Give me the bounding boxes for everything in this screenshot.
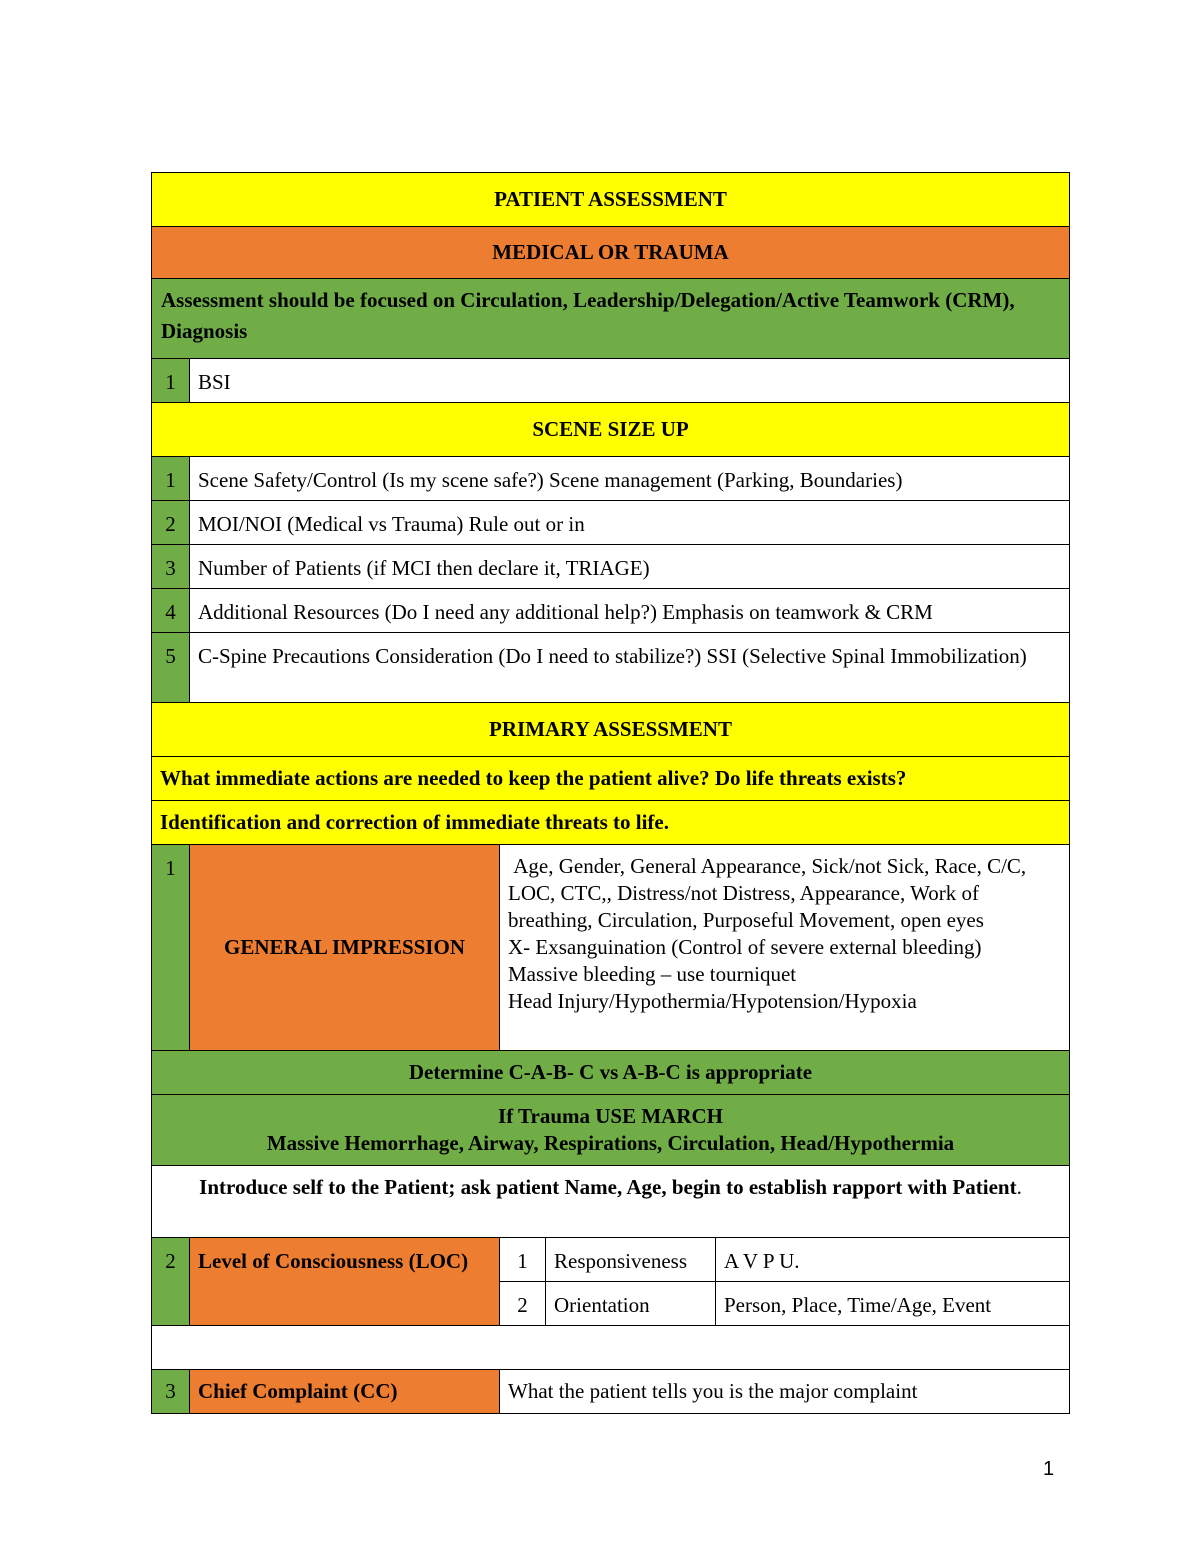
general-impression-line: Massive bleeding – use tourniquet — [508, 962, 797, 986]
scene-item-number: 4 — [152, 589, 190, 633]
title: PATIENT ASSESSMENT — [152, 173, 1070, 227]
loc-sub-number: 2 — [500, 1282, 546, 1326]
scene-item-number: 3 — [152, 545, 190, 589]
identification-note: Identification and correction of immediate threats to life. — [152, 801, 1070, 845]
bsi-number: 1 — [152, 359, 190, 403]
subtitle: MEDICAL OR TRAUMA — [152, 227, 1070, 279]
introduce-text: Introduce self to the Patient; ask patient Name, Age, begin to establish rapport with Patient — [199, 1175, 1017, 1199]
determine-sequence: Determine C-A-B- C vs A-B-C is appropriate — [152, 1051, 1070, 1095]
primary-assessment-title: PRIMARY ASSESSMENT — [152, 703, 1070, 757]
general-impression-details — [500, 845, 1070, 1051]
bsi-row — [152, 359, 1070, 403]
chief-complaint-text: What the patient tells you is the major complaint — [500, 1370, 1070, 1414]
scene-item-text: C-Spine Precautions Consideration (Do I need to stabilize?) SSI (Selective Spinal Immobilization) — [190, 633, 1070, 703]
life-threat-question: What immediate actions are needed to keep the patient alive? Do life threats exists? — [152, 757, 1070, 801]
loc-sub-number: 1 — [500, 1238, 546, 1282]
scene-item-number: 5 — [152, 633, 190, 703]
scene-size-up-title: SCENE SIZE UP — [152, 403, 1070, 457]
march-items: Massive Hemorrhage, Airway, Respirations, Circulation, Head/Hypothermia — [266, 1131, 955, 1155]
march-title: If Trauma USE MARCH — [498, 1104, 723, 1128]
chief-complaint-label: Chief Complaint (CC) — [190, 1370, 500, 1414]
general-impression-number: 1 — [152, 845, 190, 1051]
march-block — [152, 1095, 1070, 1166]
scene-item — [152, 589, 1070, 633]
scene-item-number: 2 — [152, 501, 190, 545]
focus-note: Assessment should be focused on Circulation, Leadership/Delegation/Active Teamwork (CRM), Diagnosis — [152, 279, 1070, 359]
introduce-note — [152, 1166, 1070, 1238]
loc-sub-value: A V P U. — [716, 1238, 1070, 1282]
chief-complaint-number: 3 — [152, 1370, 190, 1414]
loc-row — [152, 1238, 1070, 1282]
scene-item-text: MOI/NOI (Medical vs Trauma) Rule out or in — [190, 501, 1070, 545]
loc-number: 2 — [152, 1238, 190, 1326]
scene-item — [152, 457, 1070, 501]
loc-label: Level of Consciousness (LOC) — [190, 1238, 500, 1326]
spacer-row — [152, 1326, 1070, 1370]
general-impression-row — [152, 845, 1070, 1051]
introduce-end: . — [1016, 1175, 1022, 1199]
loc-sub-name: Orientation — [546, 1282, 716, 1326]
chief-complaint-row — [152, 1370, 1070, 1414]
scene-item-text: Additional Resources (Do I need any additional help?) Emphasis on teamwork & CRM — [190, 589, 1070, 633]
general-impression-label: GENERAL IMPRESSION — [190, 845, 500, 1051]
bsi-text: BSI — [190, 359, 1070, 403]
scene-item-text: Number of Patients (if MCI then declare it, TRIAGE) — [190, 545, 1070, 589]
page-number: 1 — [1043, 1458, 1055, 1480]
loc-sub-value: Person, Place, Time/Age, Event — [716, 1282, 1070, 1326]
scene-item-number: 1 — [152, 457, 190, 501]
scene-item — [152, 545, 1070, 589]
general-impression-line: X- Exsanguination (Control of severe external bleeding) — [508, 935, 982, 959]
loc-sub-name: Responsiveness — [546, 1238, 716, 1282]
general-impression-line: Head Injury/Hypothermia/Hypotension/Hypoxia — [508, 989, 917, 1013]
scene-item — [152, 501, 1070, 545]
scene-item — [152, 633, 1070, 703]
assessment-table — [151, 172, 1070, 1414]
scene-item-text: Scene Safety/Control (Is my scene safe?) Scene management (Parking, Boundaries) — [190, 457, 1070, 501]
general-impression-line: Age, Gender, General Appearance, Sick/not Sick, Race, C/C, LOC, CTC,, Distress/not Distress, Appearance, Work of breathing, Circulation, Purposeful Movement, open eyes — [508, 854, 1032, 932]
